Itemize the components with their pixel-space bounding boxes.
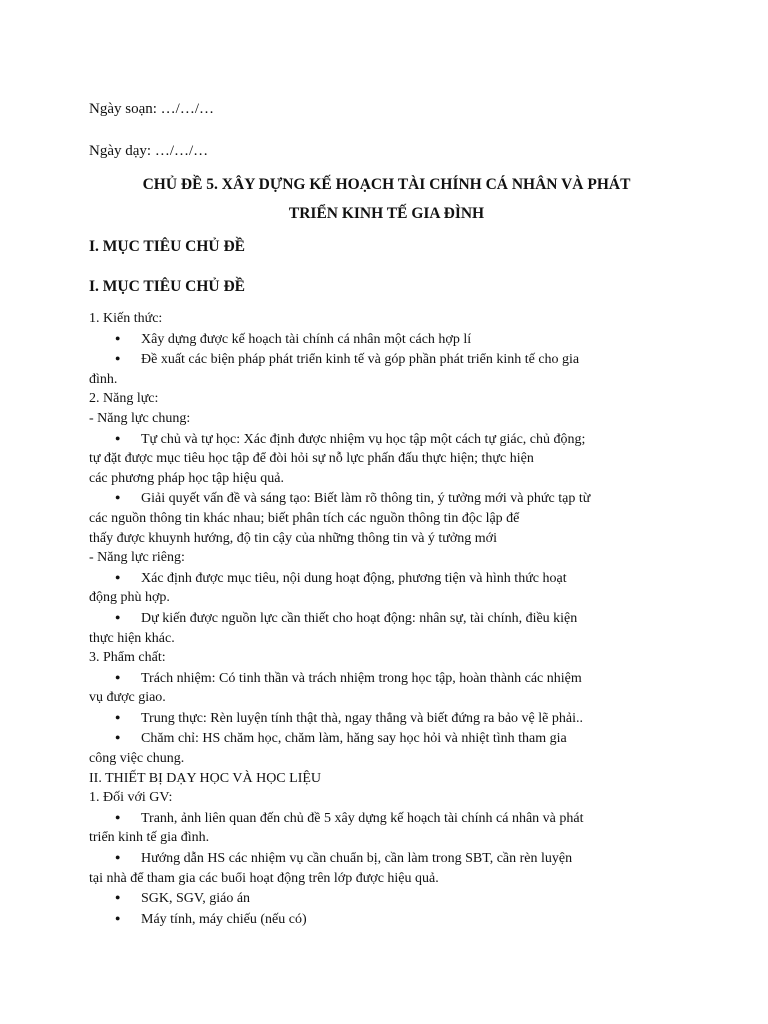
bullet-icon: ● bbox=[115, 811, 121, 822]
list-item: ● Dự kiến được nguồn lực cần thiết cho hoạt động: nhân sự, tài chính, điều kiện thực hiện khác. bbox=[89, 608, 699, 648]
equipment-heading: II. THIẾT BỊ DẠY HỌC VÀ HỌC LIỆU bbox=[89, 770, 322, 786]
document-body bbox=[89, 309, 699, 929]
knowledge-label: 1. Kiến thức: bbox=[89, 311, 163, 326]
bullet-icon: ● bbox=[115, 671, 121, 682]
bullet-icon: ● bbox=[115, 912, 121, 923]
bullet-icon: ● bbox=[115, 611, 121, 622]
date-prepared: Ngày soạn: …/…/… bbox=[89, 101, 214, 117]
list-item: ● Hướng dẫn HS các nhiệm vụ cần chuẩn bị, cần làm trong SBT, cần rèn luyện tại nhà để tham gia các buổi hoạt động trên lớp được hiệu quả. bbox=[89, 848, 699, 888]
list-item: ● Đề xuất các biện pháp phát triển kinh tế và góp phần phát triển kinh tế cho gia đình. bbox=[89, 349, 699, 389]
bullet-icon: ● bbox=[115, 332, 121, 343]
list-item: ● Máy tính, máy chiếu (nếu có) bbox=[89, 909, 699, 930]
list-item: ● Chăm chỉ: HS chăm học, chăm làm, hăng say học hỏi và nhiệt tình tham gia công việc chung. bbox=[89, 728, 699, 768]
bullet-icon: ● bbox=[115, 852, 121, 863]
list-item: ● SGK, SGV, giáo án bbox=[89, 888, 699, 909]
bullet-icon: ● bbox=[115, 732, 121, 743]
list-item: ● Tranh, ảnh liên quan đến chủ đề 5 xây dựng kế hoạch tài chính cá nhân và phát triển kinh tế gia đình. bbox=[89, 808, 699, 848]
document-title bbox=[89, 170, 684, 228]
bullet-icon: ● bbox=[115, 571, 121, 582]
section-heading-objectives-repeat: I. MỤC TIÊU CHỦ ĐỀ bbox=[89, 278, 246, 295]
general-ability-label: - Năng lực chung: bbox=[89, 410, 191, 426]
bullet-icon: ● bbox=[115, 711, 121, 722]
section-heading-objectives: I. MỤC TIÊU CHỦ ĐỀ bbox=[89, 238, 246, 255]
specific-ability-label: - Năng lực riêng: bbox=[89, 550, 185, 566]
list-item: ● Tự chủ và tự học: Xác định được nhiệm vụ học tập một cách tự giác, chủ động; tự đặt được mục tiêu học tập để đòi hỏi sự nỗ lực phấn đấu thực hiện; thực hiện các phương pháp học tập hiệu quả. bbox=[89, 429, 699, 489]
title-line-2: TRIỂN KINH TẾ GIA ĐÌNH bbox=[288, 205, 485, 222]
bullet-icon: ● bbox=[115, 892, 121, 903]
title-line-1: CHỦ ĐỀ 5. XÂY DỰNG KẾ HOẠCH TÀI CHÍNH CÁ NHÂN VÀ PHÁT bbox=[142, 176, 631, 193]
bullet-icon: ● bbox=[115, 353, 121, 364]
date-taught: Ngày dạy: …/…/… bbox=[89, 143, 209, 159]
quality-label: 3. Phẩm chất: bbox=[89, 650, 166, 666]
teacher-label: 1. Đối với GV: bbox=[89, 790, 173, 806]
list-item: ● Xác định được mục tiêu, nội dung hoạt động, phương tiện và hình thức hoạt động phù hợp. bbox=[89, 568, 699, 608]
list-item: ● Giải quyết vấn đề và sáng tạo: Biết làm rõ thông tin, ý tưởng mới và phức tạp từ các nguồn thông tin khác nhau; biết phân tích các nguồn thông tin độc lập để thấy được khuynh hướng, độ tin cậy của những thông tin và ý tưởng mới bbox=[89, 488, 699, 548]
ability-label: 2. Năng lực: bbox=[89, 391, 159, 407]
bullet-icon: ● bbox=[115, 492, 121, 503]
list-item: ● Trung thực: Rèn luyện tính thật thà, ngay thẳng và biết đứng ra bảo vệ lẽ phải.. bbox=[89, 708, 699, 729]
list-item: ● Xây dựng được kế hoạch tài chính cá nhân một cách hợp lí bbox=[89, 329, 699, 350]
bullet-icon: ● bbox=[115, 432, 121, 443]
list-item: ● Trách nhiệm: Có tinh thần và trách nhiệm trong học tập, hoàn thành các nhiệm vụ được giao. bbox=[89, 668, 699, 708]
